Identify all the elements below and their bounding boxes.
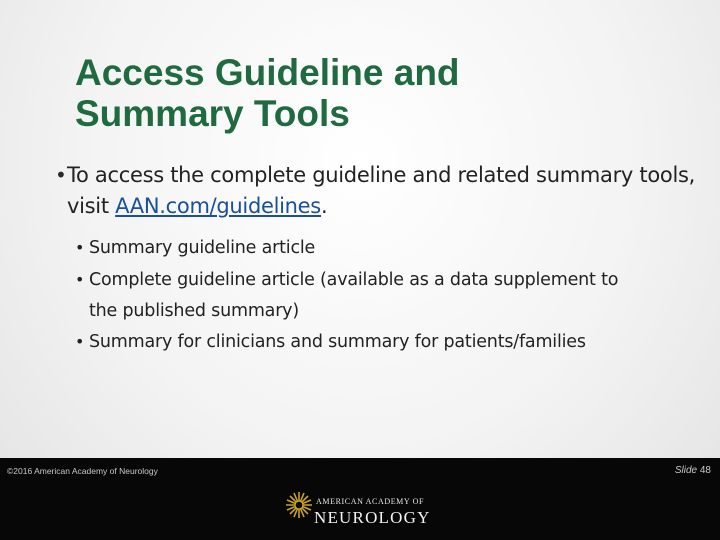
- sub-bullet: [75, 264, 695, 326]
- bullet-dot-icon: •: [75, 238, 85, 257]
- main-bullet-period: .: [320, 194, 328, 218]
- sub-bullet: [75, 232, 695, 264]
- slide-number-value: 48: [699, 465, 711, 476]
- sub-bullet: [75, 326, 695, 358]
- bullet-dot-icon: •: [55, 163, 67, 187]
- bullet-dot-icon: •: [75, 270, 85, 289]
- main-bullet-text: To access the complete guideline and related summary tools, visit: [67, 163, 696, 218]
- slide-number: [675, 465, 711, 476]
- copyright-text: ©2016 American Academy of Neurology: [7, 466, 158, 476]
- title-line-1: Access Guideline and: [75, 52, 460, 93]
- sub-bullet-text: Complete guideline article (available as a data supplement to: [89, 270, 619, 290]
- sub-bullet-list: [55, 232, 695, 358]
- title-line-2: Summary Tools: [75, 93, 350, 134]
- slide-title: [75, 52, 675, 134]
- sub-bullet-text: Summary guideline article: [89, 238, 316, 258]
- logo-line-2: NEUROLOGY: [314, 508, 431, 527]
- main-bullet: [55, 160, 695, 222]
- bullet-dot-icon: •: [75, 332, 85, 351]
- logo-line-1: AMERICAN ACADEMY OF: [316, 497, 425, 506]
- sub-bullet-continuation: the published summary): [89, 301, 299, 321]
- slide-label: Slide: [674, 465, 698, 476]
- logo-star-icon: [284, 490, 314, 520]
- sub-bullet-text: Summary for clinicians and summary for patients/families: [89, 332, 586, 352]
- slide-content: [55, 160, 695, 358]
- aan-logo: [282, 490, 442, 532]
- guidelines-link[interactable]: AAN.com/guidelines: [115, 194, 321, 218]
